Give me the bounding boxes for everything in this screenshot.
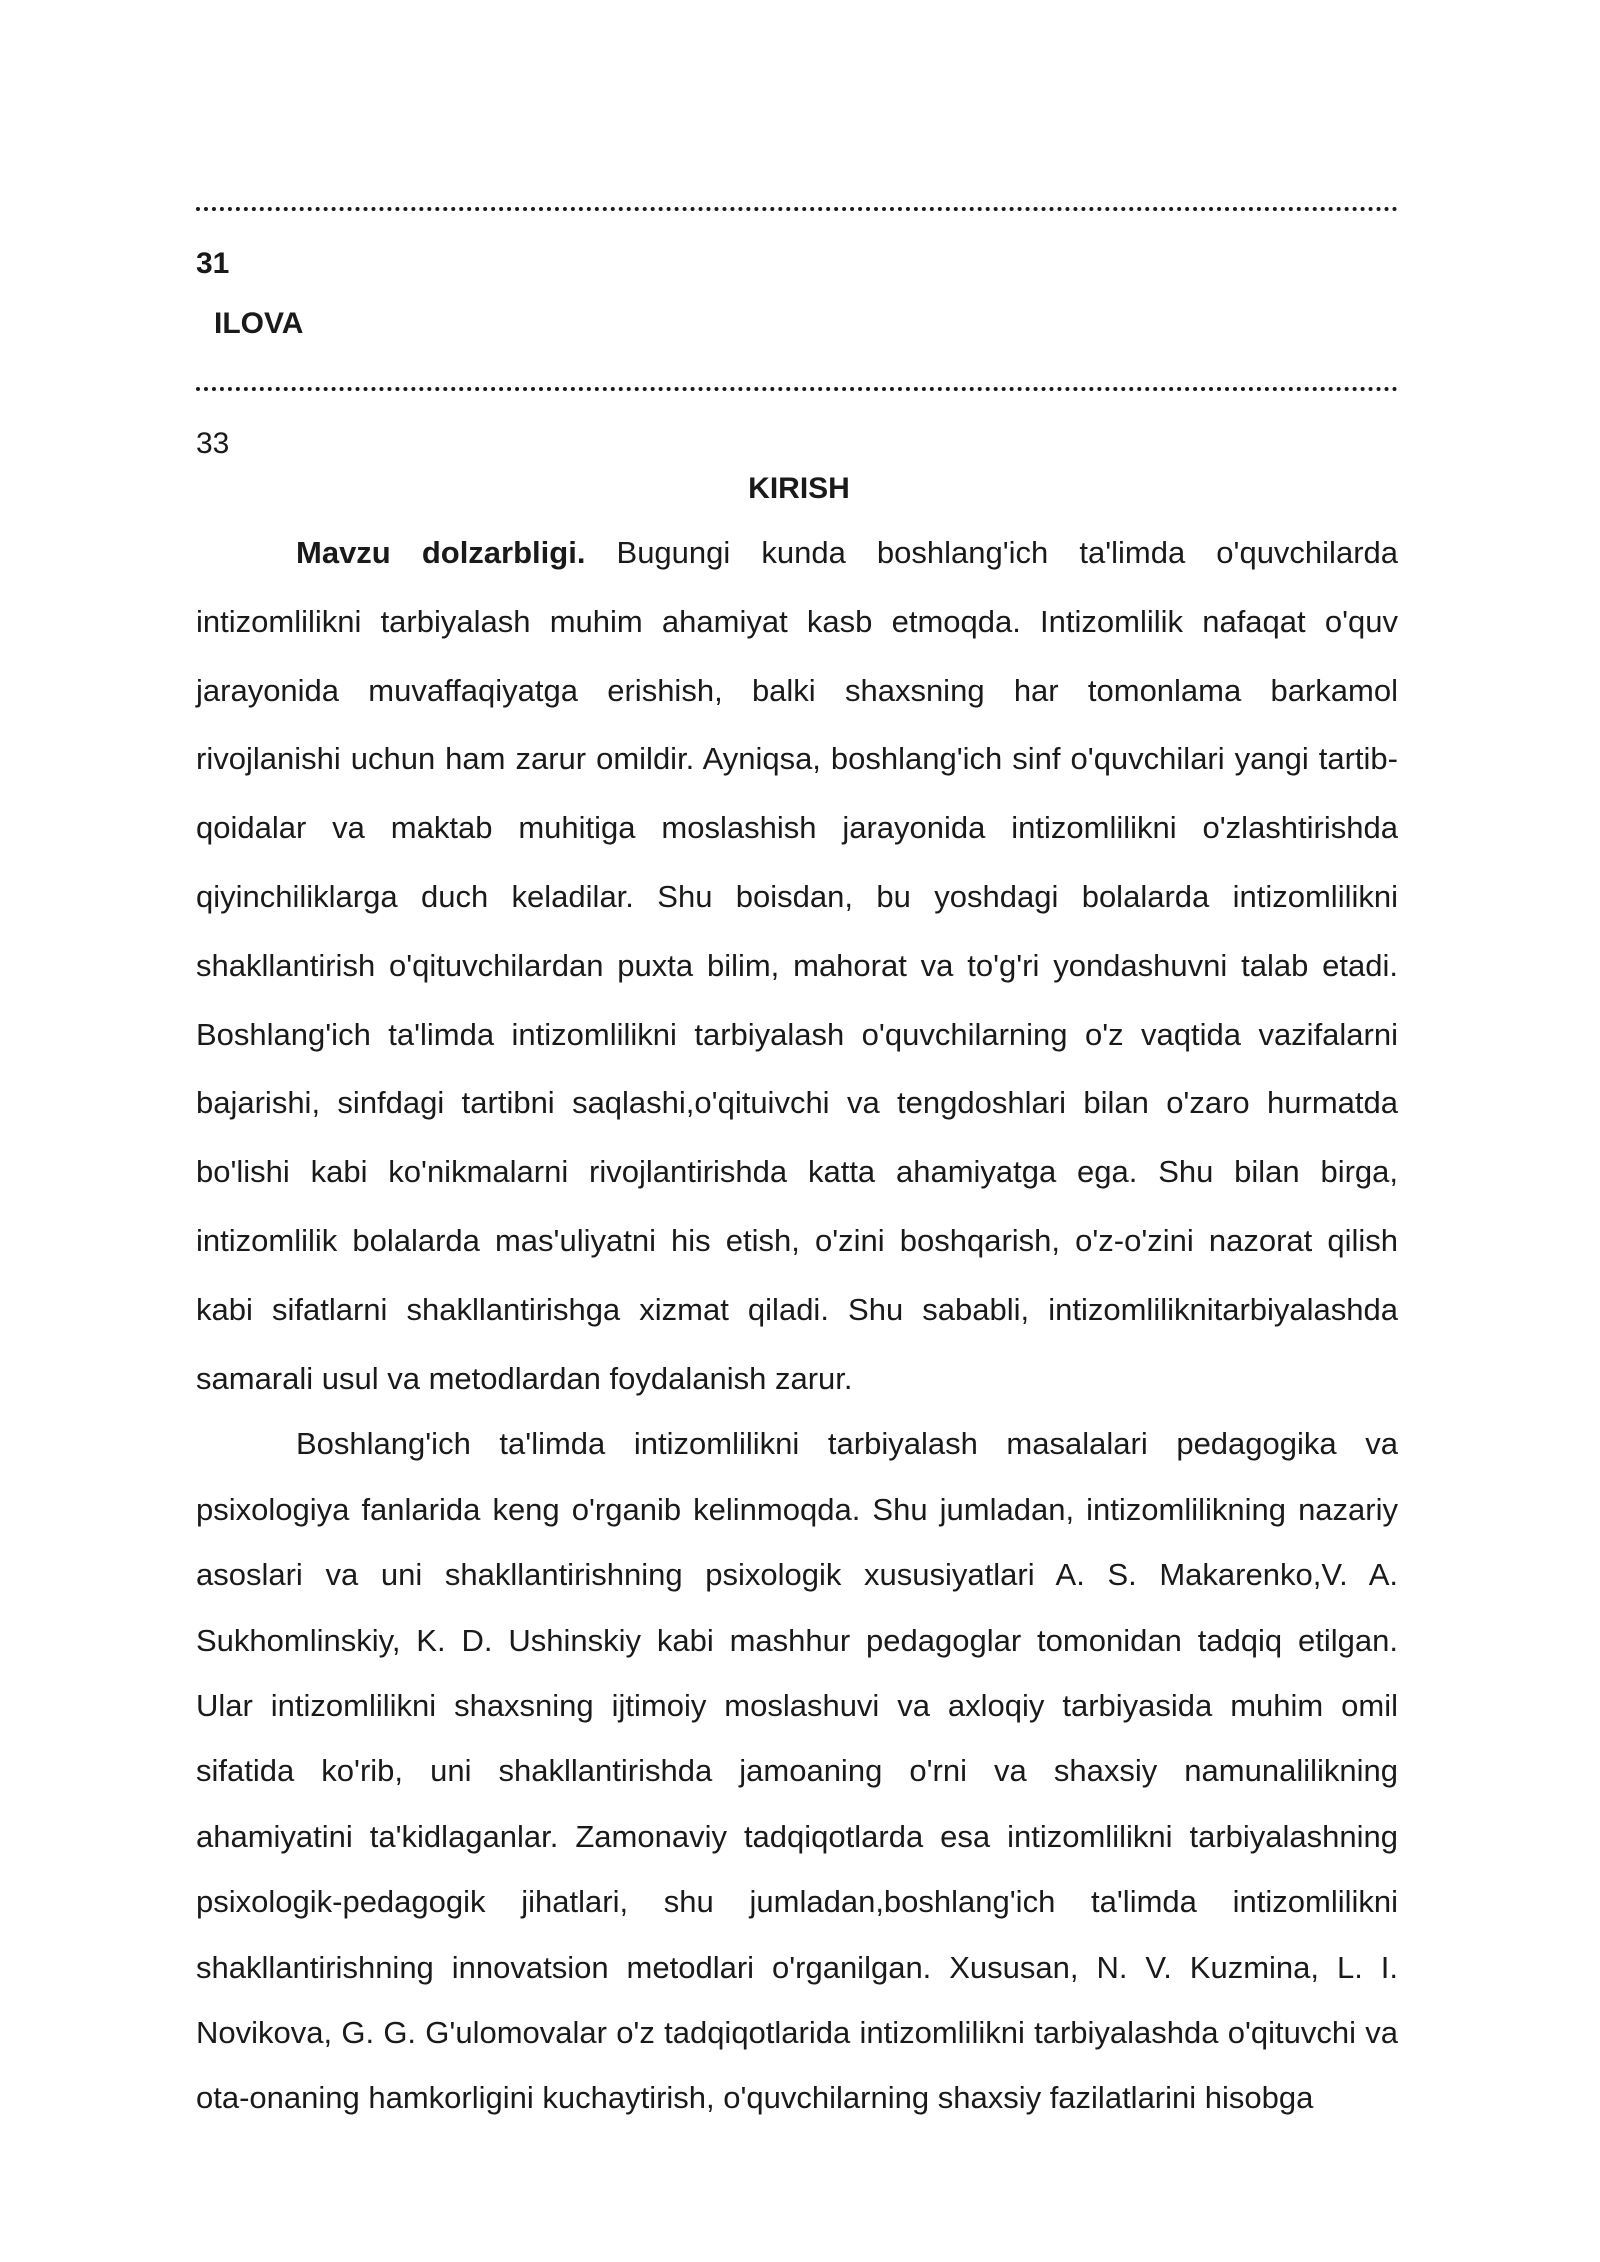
section-heading: KIRISH bbox=[748, 472, 850, 505]
toc-leader-dots-1 bbox=[196, 207, 1398, 211]
paragraph-text: Bugungi kunda boshlang'ich ta'limda o'quvchilarda intizomlilikni tarbiyalash muhim ahamiyat kasb etmoqda. Intizomlilik nafaqat o'quv jarayonida muvaffaqiyatga erishish, balki shaxsning har tomonlama barkamol rivojlanishi uchun ham zarur omildir. Ayniqsa, boshlang'ich sinf o'quvchilari yangi tartib-qoidalar va maktab muhitiga moslashish jarayonida intizomlilikni o'zlashtirishda qiyinchiliklarga duch keladilar. Shu boisdan, bu yoshdagi bolalarda intizomlilikni shakllantirish o'qituvchilardan puxta bilim, mahorat va to'g'ri yondashuvni talab etadi. Boshlang'ich ta'limda intizomlilikni tarbiyalash o'quvchilarning o'z vaqtida vazifalarni bajarishi, sinfdagi tartibni saqlashi,o'qituivchi va tengdoshlari bilan o'zaro hurmatda bo'lishi kabi ko'nikmalarni rivojlantirishda katta ahamiyatga ega. Shu bilan birga, intizomlilik bolalarda mas'uliyatni his etish, o'zini boshqarish, o'z-o'zini nazorat qilish kabi sifatlarni shakllantirishga xizmat qiladi. Shu sababli, intizomliliknitarbiyalashda samarali usul va metodlardan foydalanish zarur. bbox=[196, 535, 1398, 1396]
body-text bbox=[196, 519, 1398, 2131]
toc-page-number: 33 bbox=[196, 427, 230, 460]
toc-page-number: 31 bbox=[196, 247, 230, 280]
paragraph bbox=[196, 1411, 1398, 2130]
paragraph bbox=[196, 519, 1398, 1413]
paragraph-lead: Mavzu dolzarbligi. bbox=[296, 535, 586, 570]
document-page bbox=[196, 0, 1398, 2262]
paragraph-text: Boshlang'ich ta'limda intizomlilikni tarbiyalash masalalari pedagogika va psixologiya fanlarida keng o'rganib kelinmoqda. Shu jumladan, intizomlilikning nazariy asoslari va uni shakllantirishning psixologik xususiyatlari A. S. Makarenko,V. A. Sukhomlinskiy, K. D. Ushinskiy kabi mashhur pedagoglar tomonidan tadqiq etilgan. Ular intizomlilikni shaxsning ijtimoiy moslashuvi va axloqiy tarbiyasida muhim omil sifatida ko'rib, uni shakllantirishda jamoaning o'rni va shaxsiy namunalilikning ahamiyatini ta'kidlaganlar. Zamonaviy tadqiqotlarda esa intizomlilikni tarbiyalashning psixologik-pedagogik jihatlari, shu jumladan,boshlang'ich ta'limda intizomlilikni shakllantirishning innovatsion metodlari o'rganilgan. Xususan, N. V. Kuzmina, L. I. Novikova, G. G. G'ulomovalar o'z tadqiqotlarida intizomlilikni tarbiyalashda o'qituvchi va ota-onaning hamkorligini kuchaytirish, o'quvchilarning shaxsiy fazilatlarini hisobga bbox=[196, 1426, 1398, 2116]
toc-entry-title: ILOVA bbox=[214, 307, 304, 340]
toc-leader-dots-2 bbox=[196, 387, 1398, 391]
